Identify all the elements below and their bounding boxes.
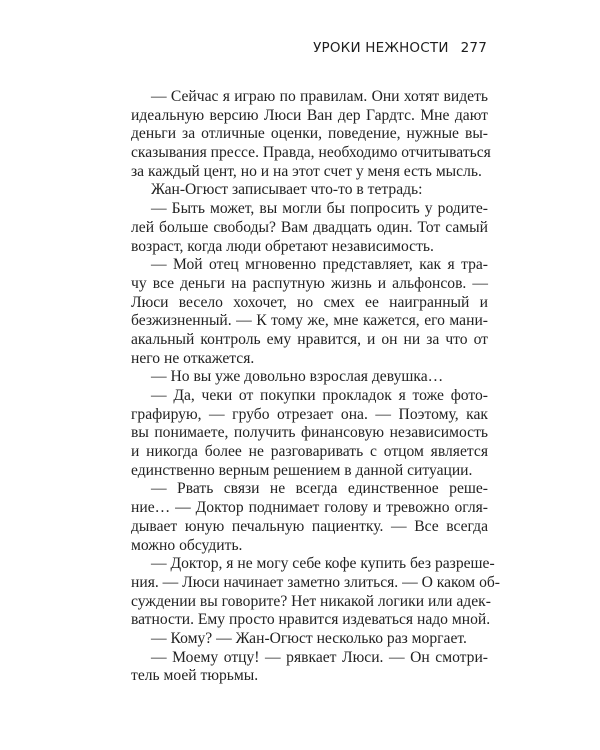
text-line: дывает юную печальную пациентку. — Все всегда (131, 517, 488, 535)
paragraph (131, 630, 488, 649)
paragraph (131, 200, 488, 256)
text-line: тель моей тюрьмы. (131, 667, 259, 685)
text-line: — Моему отцу! — рявкает Люси. — Он смотри- (151, 648, 488, 666)
text-line: — Да, чеки от покупки прокладок я тоже фото- (151, 387, 488, 404)
text-line: — Доктор, я не могу себе кофе купить без разреше- (151, 555, 495, 573)
text-line: сказывания прессе. Правда, необходимо отчитываться (131, 144, 491, 162)
text-line: — Мой отец мгновенно представляет, как я тра- (151, 256, 488, 274)
text-line: лей больше свободы? Вам двадцать один. Тот самый (131, 218, 488, 236)
text-line: — Но вы уже довольно взрослая девушка… (151, 368, 444, 386)
paragraph (131, 88, 491, 181)
text-line: — Кому? — Жан-Огюст несколько раз моргает. (151, 629, 467, 647)
paragraph (131, 480, 488, 555)
text-line: за каждый цент, но и на этот счет у меня есть мысль. (131, 162, 482, 180)
text-line: Жан-Огюст записывает что-то в тетрадь: (151, 181, 423, 199)
text-line: него не откажется. (131, 349, 255, 367)
text-line: возраст, когда люди обретают независимость. (131, 237, 434, 255)
paragraph (131, 555, 500, 630)
text-line: и никогда более не разговаривать с отцом является (131, 443, 488, 461)
text-line: ние… — Доктор поднимает голову и тревожно огля- (131, 499, 488, 517)
paragraph (131, 649, 488, 686)
page-number: 277 (460, 40, 487, 56)
text-line: суждении вы говорите? Нет никакой логики или адек- (131, 592, 491, 610)
chapter-title: УРОКИ НЕЖНОСТИ (313, 40, 449, 56)
text-line: можно обсудить. (131, 536, 243, 554)
text-line: идеальную версию Люси Ван дер Гардтс. Мне дают (131, 106, 488, 124)
text-line: вы понимаете, получить финансовую независимость (131, 424, 488, 442)
text-line: — Быть может, вы могли бы попросить у родите- (151, 200, 488, 218)
text-line: Люси весело хохочет, но смех ее наигранный и (131, 293, 488, 311)
text-line: ватности. Ему просто нравится издеваться надо мной. (131, 611, 491, 629)
paragraph (131, 368, 488, 387)
text-line: ния. — Люси начинает заметно злиться. — О каком об- (131, 573, 500, 591)
text-line: графирую, — грубо отрезает она. — Поэтому, как (131, 405, 488, 423)
text-line: чу все деньги на распутную жизнь и альфонсов. — (131, 274, 488, 292)
running-header (313, 40, 487, 56)
paragraph (131, 387, 488, 480)
paragraph (131, 181, 488, 200)
text-line: безжизненный. — К тому же, мне кажется, его мани- (131, 312, 488, 330)
text-line: — Рвать связи не всегда единственное реше- (151, 480, 488, 498)
body-text (131, 88, 500, 686)
text-line: единственно верным решением в данной ситуации. (131, 461, 473, 479)
text-line: — Сейчас я играю по правилам. Они хотят видеть (151, 88, 488, 105)
text-line: деньги за отличные оценки, поведение, нужные вы- (131, 125, 488, 143)
text-line: акальный контроль ему нравится, и он ни за что от (131, 330, 488, 348)
paragraph (131, 256, 488, 368)
